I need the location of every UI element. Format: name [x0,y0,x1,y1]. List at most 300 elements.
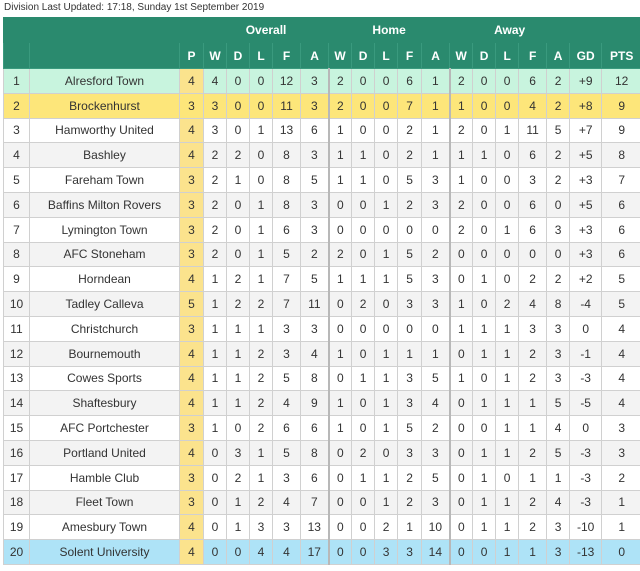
position-cell: 16 [4,440,30,465]
team-name[interactable]: Bournemouth [30,341,180,366]
goal-difference-cell: -3 [570,465,602,490]
position-cell: 19 [4,515,30,540]
stat-cell: 1 [519,416,547,441]
position-cell: 11 [4,316,30,341]
stat-cell: 2 [398,143,422,168]
stat-cell: 2 [422,416,450,441]
column-header-row [4,43,640,69]
stat-cell: 9 [301,391,329,416]
stat-cell: 0 [352,217,375,242]
stat-cell: 2 [547,69,570,94]
played-cell: 4 [180,366,204,391]
col-header[interactable]: D [352,43,375,69]
stat-cell: 0 [473,118,496,143]
stat-cell: 2 [301,242,329,267]
team-name[interactable]: Horndean [30,267,180,292]
stat-cell: 6 [519,143,547,168]
stat-cell: 0 [250,93,273,118]
stat-cell: 0 [547,242,570,267]
team-name[interactable]: Baffins Milton Rovers [30,192,180,217]
stat-cell: 0 [227,192,250,217]
stat-cell: 0 [473,416,496,441]
points-cell: 12 [602,69,640,94]
stat-cell: 5 [547,440,570,465]
stat-cell: 0 [473,366,496,391]
position-cell: 18 [4,490,30,515]
stat-cell: 0 [450,490,473,515]
stat-cell: 5 [547,118,570,143]
position-cell: 14 [4,391,30,416]
stat-cell: 2 [398,490,422,515]
stat-cell: 4 [204,69,227,94]
stat-cell: 0 [352,316,375,341]
goal-difference-cell: -13 [570,540,602,565]
stat-cell: 2 [450,118,473,143]
col-header[interactable]: W [450,43,473,69]
position-cell: 9 [4,267,30,292]
points-cell: 9 [602,118,640,143]
stat-cell: 1 [473,316,496,341]
col-header[interactable]: A [301,43,329,69]
col-header[interactable]: W [204,43,227,69]
stat-cell: 2 [204,217,227,242]
stat-cell: 2 [250,366,273,391]
stat-cell: 11 [273,93,301,118]
stat-cell: 1 [375,416,398,441]
team-name[interactable]: Lymington Town [30,217,180,242]
team-name[interactable]: Bashley [30,143,180,168]
position-cell: 7 [4,217,30,242]
stat-cell: 2 [204,242,227,267]
stat-cell: 4 [547,416,570,441]
col-header[interactable]: D [473,43,496,69]
stat-cell: 4 [273,490,301,515]
stat-cell: 1 [329,168,352,193]
stat-cell: 6 [301,416,329,441]
stat-cell: 0 [329,316,352,341]
points-cell: 1 [602,490,640,515]
stat-cell: 0 [250,143,273,168]
col-header[interactable]: F [398,43,422,69]
stat-cell: 1 [204,366,227,391]
goal-difference-cell: +7 [570,118,602,143]
stat-cell: 1 [473,143,496,168]
played-cell: 3 [180,490,204,515]
goal-difference-cell: -3 [570,366,602,391]
stat-cell: 0 [352,93,375,118]
stat-cell: 2 [422,242,450,267]
stat-cell: 0 [473,192,496,217]
stat-cell: 1 [547,465,570,490]
stat-cell: 3 [301,217,329,242]
stat-cell: 2 [329,69,352,94]
stat-cell: 0 [329,490,352,515]
stat-cell: 2 [547,93,570,118]
stat-cell: 2 [250,490,273,515]
played-cell: 4 [180,143,204,168]
col-header[interactable]: PTS [602,43,640,69]
stat-cell: 0 [450,267,473,292]
table-row [4,440,640,465]
team-name[interactable]: Brockenhurst [30,93,180,118]
stat-cell: 3 [422,267,450,292]
stat-cell: 2 [204,168,227,193]
stat-cell: 5 [301,267,329,292]
stat-cell: 5 [398,168,422,193]
played-cell: 4 [180,267,204,292]
stat-cell: 1 [450,366,473,391]
stat-cell: 2 [227,465,250,490]
stat-cell: 0 [375,292,398,317]
table-row [4,515,640,540]
stat-cell: 1 [473,515,496,540]
stat-cell: 3 [398,540,422,565]
stat-cell: 1 [450,316,473,341]
team-name[interactable]: AFC Stoneham [30,242,180,267]
col-header[interactable]: P [180,43,204,69]
stat-cell: 6 [398,69,422,94]
stat-cell: 6 [301,118,329,143]
stat-cell: 1 [450,93,473,118]
table-row [4,242,640,267]
table-row [4,366,640,391]
stat-cell: 0 [450,416,473,441]
stat-cell: 0 [422,217,450,242]
stat-cell: 0 [450,540,473,565]
stat-cell: 1 [496,366,519,391]
team-name[interactable]: Shaftesbury [30,391,180,416]
col-header[interactable]: A [422,43,450,69]
stat-cell: 6 [273,416,301,441]
stat-cell: 0 [519,242,547,267]
played-cell: 4 [180,118,204,143]
stat-cell: 0 [329,366,352,391]
goal-difference-cell: -3 [570,440,602,465]
stat-cell: 2 [519,440,547,465]
position-cell: 10 [4,292,30,317]
stat-cell: 0 [496,93,519,118]
col-header[interactable]: GD [570,43,602,69]
stat-cell: 3 [398,366,422,391]
stat-cell: 3 [422,490,450,515]
stat-cell: 1 [204,316,227,341]
stat-cell: 2 [450,217,473,242]
stat-cell: 2 [519,267,547,292]
stat-cell: 6 [301,465,329,490]
stat-cell: 2 [547,168,570,193]
stat-cell: 6 [519,69,547,94]
position-cell: 13 [4,366,30,391]
stat-cell: 0 [450,391,473,416]
stat-cell: 1 [496,118,519,143]
stat-cell: 1 [496,341,519,366]
stat-cell: 1 [352,267,375,292]
stat-cell: 2 [329,93,352,118]
stat-cell: 1 [496,440,519,465]
team-name[interactable]: Cowes Sports [30,366,180,391]
stat-cell: 2 [375,515,398,540]
stat-cell: 0 [227,118,250,143]
stat-cell: 6 [519,192,547,217]
played-cell: 4 [180,440,204,465]
stat-cell: 0 [204,515,227,540]
stat-cell: 2 [519,366,547,391]
stat-cell: 0 [329,217,352,242]
stat-cell: 3 [398,440,422,465]
stat-cell: 7 [273,267,301,292]
stat-cell: 3 [519,168,547,193]
stat-cell: 0 [496,143,519,168]
stat-cell: 0 [352,69,375,94]
league-table [3,17,640,565]
stat-cell: 0 [375,118,398,143]
stat-cell: 0 [450,341,473,366]
stat-cell: 0 [450,465,473,490]
col-header[interactable]: D [227,43,250,69]
stat-cell: 1 [250,118,273,143]
goal-difference-cell: -4 [570,292,602,317]
stat-cell: 17 [301,540,329,565]
stat-cell: 3 [422,192,450,217]
stat-cell: 3 [422,440,450,465]
col-header[interactable]: L [250,43,273,69]
played-cell: 3 [180,316,204,341]
stat-cell: 0 [496,267,519,292]
stat-cell: 3 [519,316,547,341]
team-name[interactable]: Hamble Club [30,465,180,490]
stat-cell: 1 [473,267,496,292]
stat-cell: 1 [473,391,496,416]
stat-cell: 8 [273,168,301,193]
stat-cell: 1 [375,192,398,217]
stat-cell: 1 [227,366,250,391]
stat-cell: 1 [329,143,352,168]
stat-cell: 5 [398,416,422,441]
stat-cell: 12 [273,69,301,94]
team-name[interactable]: Fleet Town [30,490,180,515]
stat-cell: 1 [450,168,473,193]
stat-cell: 0 [329,540,352,565]
stat-cell: 2 [519,341,547,366]
table-row [4,490,640,515]
played-cell: 4 [180,69,204,94]
stat-cell: 3 [547,366,570,391]
team-name[interactable]: Hamworthy United [30,118,180,143]
stat-cell: 1 [250,267,273,292]
stat-cell: 1 [519,391,547,416]
stat-cell: 0 [329,515,352,540]
stat-cell: 0 [375,143,398,168]
col-header[interactable]: L [496,43,519,69]
stat-cell: 0 [352,118,375,143]
stat-cell: 3 [301,192,329,217]
team-name[interactable]: Christchurch [30,316,180,341]
team-name[interactable]: Amesbury Town [30,515,180,540]
stat-cell: 1 [519,465,547,490]
stat-cell: 0 [329,292,352,317]
stat-cell: 1 [398,341,422,366]
stat-cell: 2 [250,292,273,317]
table-row [4,168,640,193]
col-header[interactable]: A [547,43,570,69]
stat-cell: 5 [422,465,450,490]
stat-cell: 3 [547,341,570,366]
stat-cell: 1 [375,242,398,267]
stat-cell: 2 [227,143,250,168]
goal-difference-cell: -5 [570,391,602,416]
points-cell: 6 [602,192,640,217]
played-cell: 3 [180,93,204,118]
stat-cell: 0 [352,515,375,540]
stat-cell: 2 [496,292,519,317]
played-cell: 4 [180,540,204,565]
stat-cell: 0 [375,69,398,94]
stat-cell: 5 [301,168,329,193]
stat-cell: 0 [496,242,519,267]
stat-cell: 11 [519,118,547,143]
stat-cell: 0 [547,192,570,217]
stat-cell: 1 [204,391,227,416]
stat-cell: 0 [398,217,422,242]
last-updated-text: Division Last Updated: 17:18, Sunday 1st September 2019 [4,2,265,13]
stat-cell: 8 [547,292,570,317]
stat-cell: 0 [473,292,496,317]
points-cell: 0 [602,540,640,565]
stat-cell: 3 [227,440,250,465]
team-name[interactable]: AFC Portchester [30,416,180,441]
stat-cell: 1 [227,515,250,540]
stat-cell: 2 [398,192,422,217]
stat-cell: 0 [375,93,398,118]
stat-cell: 3 [204,93,227,118]
col-header[interactable]: F [273,43,301,69]
stat-cell: 2 [329,242,352,267]
goal-difference-cell: -10 [570,515,602,540]
stat-cell: 8 [301,366,329,391]
stat-cell: 4 [273,540,301,565]
stat-cell: 2 [204,192,227,217]
stat-cell: 2 [227,267,250,292]
goal-difference-cell: +8 [570,93,602,118]
position-cell: 8 [4,242,30,267]
stat-cell: 6 [519,217,547,242]
stat-cell: 5 [547,391,570,416]
stat-cell: 0 [250,69,273,94]
stat-cell: 1 [473,440,496,465]
stat-cell: 1 [496,416,519,441]
stat-cell: 0 [450,440,473,465]
position-cell: 12 [4,341,30,366]
position-cell: 5 [4,168,30,193]
team-name[interactable]: Fareham Town [30,168,180,193]
stat-cell: 1 [450,292,473,317]
overall-header: Overall [204,18,329,43]
stat-cell: 0 [227,93,250,118]
stat-cell: 3 [398,292,422,317]
table-row [4,118,640,143]
stat-cell: 1 [329,416,352,441]
stat-cell: 1 [352,465,375,490]
stat-cell: 0 [473,217,496,242]
stat-cell: 3 [398,391,422,416]
stat-cell: 1 [227,316,250,341]
position-cell: 17 [4,465,30,490]
points-cell: 4 [602,316,640,341]
team-name[interactable]: Portland United [30,440,180,465]
table-row [4,267,640,292]
team-name[interactable]: Tadley Calleva [30,292,180,317]
stat-cell: 0 [352,490,375,515]
team-name[interactable]: Alresford Town [30,69,180,94]
stat-cell: 0 [473,93,496,118]
stat-cell: 8 [301,440,329,465]
stat-cell: 3 [547,540,570,565]
stat-cell: 0 [473,540,496,565]
stat-cell: 2 [250,416,273,441]
stat-cell: 11 [301,292,329,317]
stat-cell: 1 [352,168,375,193]
col-header[interactable]: F [519,43,547,69]
stat-cell: 7 [301,490,329,515]
stat-cell: 1 [250,217,273,242]
points-cell: 7 [602,168,640,193]
stat-cell: 3 [301,143,329,168]
stat-cell: 0 [473,69,496,94]
points-cell: 8 [602,143,640,168]
position-cell: 3 [4,118,30,143]
stat-cell: 0 [375,168,398,193]
position-cell: 15 [4,416,30,441]
col-header[interactable]: W [329,43,352,69]
stat-cell: 2 [547,143,570,168]
goal-difference-cell: +3 [570,242,602,267]
position-cell: 1 [4,69,30,94]
stat-cell: 13 [301,515,329,540]
points-cell: 4 [602,341,640,366]
stat-cell: 5 [398,242,422,267]
points-cell: 3 [602,416,640,441]
stat-cell: 4 [250,540,273,565]
stat-cell: 1 [473,341,496,366]
stat-cell: 1 [496,515,519,540]
stat-cell: 3 [273,515,301,540]
stat-cell: 1 [398,515,422,540]
stat-cell: 0 [496,465,519,490]
played-cell: 4 [180,341,204,366]
stat-cell: 0 [473,168,496,193]
stat-cell: 0 [204,440,227,465]
stat-cell: 14 [422,540,450,565]
table-row [4,316,640,341]
stat-cell: 2 [204,143,227,168]
stat-cell: 1 [519,540,547,565]
team-name[interactable]: Solent University [30,540,180,565]
position-cell: 20 [4,540,30,565]
position-cell: 2 [4,93,30,118]
stat-cell: 7 [273,292,301,317]
stat-cell: 2 [398,118,422,143]
table-row [4,341,640,366]
stat-cell: 0 [329,192,352,217]
stat-cell: 3 [375,540,398,565]
stat-cell: 0 [227,69,250,94]
stat-cell: 0 [329,440,352,465]
table-row [4,143,640,168]
stat-cell: 0 [329,465,352,490]
stat-cell: 7 [398,93,422,118]
col-header[interactable]: L [375,43,398,69]
stat-cell: 1 [204,416,227,441]
